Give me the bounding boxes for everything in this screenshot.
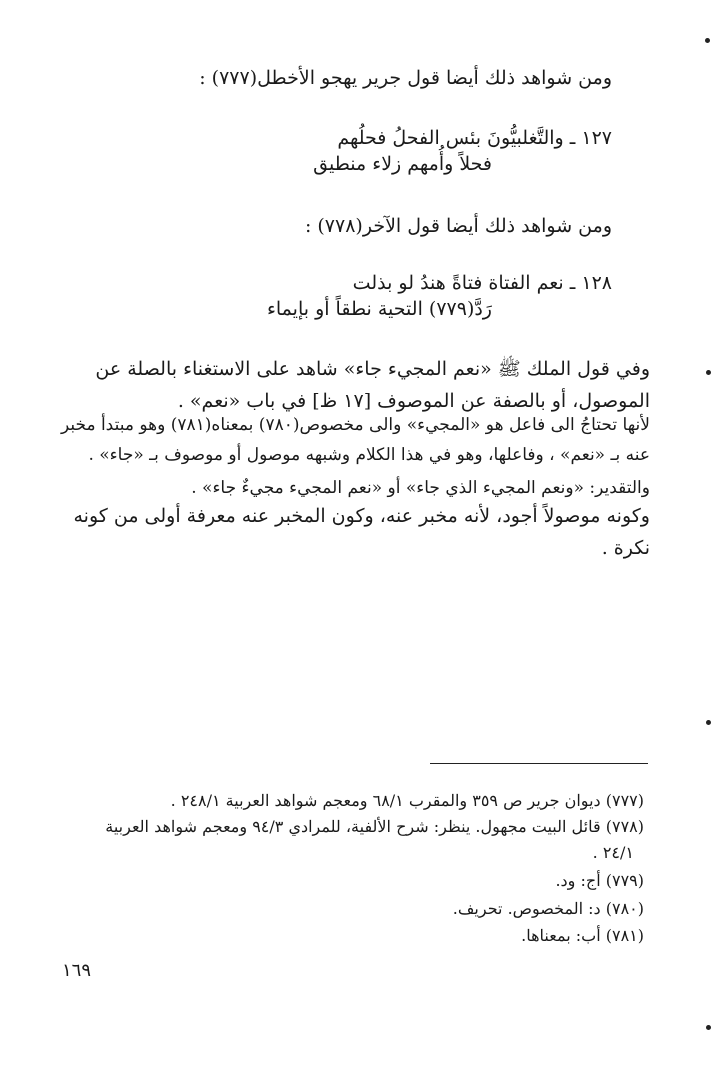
verse-128-hemistich-1: ١٢٨ ـ نعم الفتاة فتاةً هندُ لو بذلت — [352, 272, 612, 294]
footnote-778: (٧٧٨) قائل البيت مجهول. ينظر: شرح الألفية، للمرادي ٩٤/٣ ومعجم شواهد العربية — [105, 817, 644, 836]
body-line-5: والتقدير: «ونعم المجيء الذي جاء» أو «نعم المجيء مجيءٌ جاء» . — [191, 478, 650, 498]
footnote-780: (٧٨٠) د: المخصوص. تحريف. — [452, 899, 644, 918]
verse-127-hemistich-1: ١٢٧ ـ والتَّغلبيُّونَ بئس الفحلُ فحلُهم — [337, 127, 612, 149]
page-number: ١٦٩ — [62, 960, 92, 981]
footnote-divider — [430, 763, 648, 764]
verse-127-hemistich-2: فحلاً وأُمهم زلاء منطيق — [313, 153, 492, 175]
margin-mark — [705, 38, 710, 43]
footnote-778-continued: ٢٤/١ . — [592, 843, 634, 862]
margin-mark — [706, 720, 711, 725]
intro-line-2: ومن شواهد ذلك أيضا قول الآخر(٧٧٨) : — [304, 215, 612, 237]
footnote-781: (٧٨١) أب: بمعناها. — [521, 926, 644, 945]
body-line-1: وفي قول الملك ﷺ «نعم المجيء جاء» شاهد على الاستغناء بالصلة عن — [95, 358, 650, 380]
body-line-7: نكرة . — [601, 537, 650, 559]
body-line-2: الموصول، أو بالصفة عن الموصوف [١٧ ظ] في باب «نعم» . — [177, 390, 650, 412]
body-line-3: لأنها تحتاجُ الى فاعل هو «المجيء» والى مخصوص(٧٨٠) بمعناه(٧٨١) وهو مبتدأ مخبر — [60, 415, 650, 435]
margin-mark — [706, 370, 711, 375]
body-line-4: عنه بـ «نعم» ، وفاعلها، وهو في هذا الكلام وشبهه موصول أو موصوف بـ «جاء» . — [88, 445, 650, 465]
footnote-779: (٧٧٩) أج: ود. — [555, 871, 644, 890]
intro-line-1: ومن شواهد ذلك أيضا قول جرير يهجو الأخطل(٧٧٧) : — [199, 67, 612, 89]
margin-mark — [706, 1025, 711, 1030]
footnote-777: (٧٧٧) ديوان جرير ص ٣٥٩ والمقرب ٦٨/١ ومعجم شواهد العربية ٢٤٨/١ . — [170, 791, 644, 810]
body-line-6: وكونه موصولاً أجود، لأنه مخبر عنه، وكون المخبر عنه معرفة أولى من كونه — [73, 505, 650, 527]
verse-128-hemistich-2: رَدَّ(٧٧٩) التحية نطقاً أو بإيماء — [266, 298, 492, 320]
